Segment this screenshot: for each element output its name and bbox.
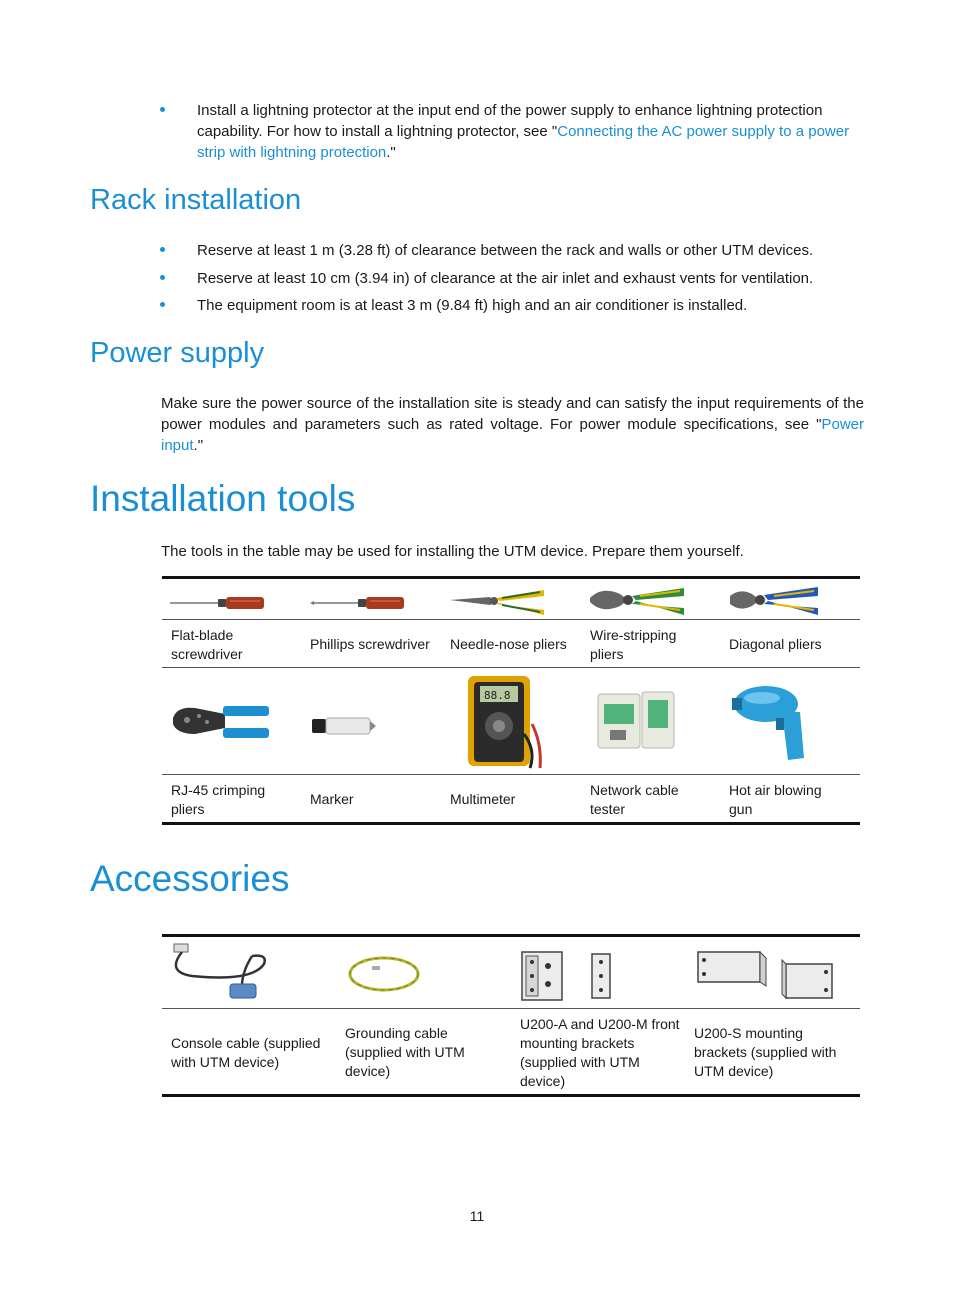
bullet-icon [160,302,165,307]
accessory-label: Grounding cable (supplied with UTM device) [345,1025,465,1079]
tools-intro: The tools in the table may be used for installing the UTM device. Prepare them yourself. [161,543,744,560]
lightning-protection-link[interactable]: Connecting the AC power supply to a power strip with lightning protection [197,123,850,161]
tool-label: Needle-nose pliers [450,636,567,652]
rack-bullet [160,240,860,261]
bullet-icon [160,107,165,112]
rj45-crimping-pliers-icon [173,704,271,742]
table-top-rule [162,576,860,579]
intro-bullet [160,100,860,163]
tool-label: Hot air blowing gun [729,782,822,817]
rack-bullet-text: The equipment room is at least 3 m (9.84 ft) high and an air conditioner is installed. [197,297,748,314]
accessories-row-divider [162,1008,860,1009]
rack-installation-heading: Rack installation [90,184,302,216]
table-row-divider [162,619,860,620]
rack-bullet-text: Reserve at least 1 m (3.28 ft) of clearance between the rack and walls or other UTM devices. [197,242,814,259]
table-bottom-rule [162,822,860,825]
wire-stripping-pliers-icon [590,586,686,616]
table-row-divider [162,774,860,775]
marker-icon [312,716,378,736]
tool-label: Multimeter [450,791,516,807]
u200s-mounting-brackets-icon [696,948,836,1002]
accessories-heading: Accessories [90,858,290,899]
grounding-cable-icon [346,952,424,994]
tool-label: Marker [310,791,354,807]
needle-nose-pliers-icon [450,588,546,616]
accessory-label: U200-A and U200-M front mounting brackets (supplied with UTM device) [520,1016,680,1089]
power-supply-paragraph [161,393,864,456]
accessory-label: Console cable (supplied with UTM device) [171,1035,321,1070]
front-mounting-brackets-icon [520,948,616,1002]
svg-text:88.8: 88.8 [484,689,511,702]
console-cable-icon [172,942,272,1004]
tool-label: Diagonal pliers [729,636,822,652]
multimeter-icon [466,674,552,770]
intro-bullet-text: Install a lightning protector at the input end of the power supply to enhance lightning protection capability. For how to install a lightning protector, see " [197,102,823,140]
hot-air-blowing-gun-icon [732,682,814,764]
power-text: Make sure the power source of the installation site is steady and can satisfy the input requirements of the power modules and parameters such as rated voltage. For power module specifications, see " [161,395,864,433]
installation-tools-heading: Installation tools [90,478,356,519]
accessory-label: U200-S mounting brackets (supplied with UTM device) [694,1025,837,1079]
bullet-icon [160,275,165,280]
flat-blade-screwdriver-icon [170,592,266,614]
accessories-bottom-rule [162,1094,860,1097]
phillips-screwdriver-icon [310,592,406,614]
tool-label: Network cable tester [590,782,679,817]
power-supply-heading: Power supply [90,337,265,369]
rack-bullet-text: Reserve at least 10 cm (3.94 in) of clearance at the air inlet and exhaust vents for ventilation. [197,270,814,287]
tool-label: RJ-45 crimping pliers [171,782,266,817]
page-number: 11 [469,1208,485,1224]
diagonal-pliers-icon [730,586,820,616]
bullet-icon [160,247,165,252]
rack-bullet [160,268,860,289]
tool-label: Flat-blade screwdriver [171,627,243,662]
table-row-divider [162,667,860,668]
tool-label: Phillips screwdriver [310,636,430,652]
rack-bullet [160,295,860,316]
intro-bullet-text-end: ." [386,144,396,161]
power-input-link[interactable]: Power input [161,416,864,454]
accessories-top-rule [162,934,860,937]
network-cable-tester-icon [596,690,676,750]
tool-label: Wire-stripping pliers [590,627,677,662]
power-text-end: ." [193,437,204,454]
